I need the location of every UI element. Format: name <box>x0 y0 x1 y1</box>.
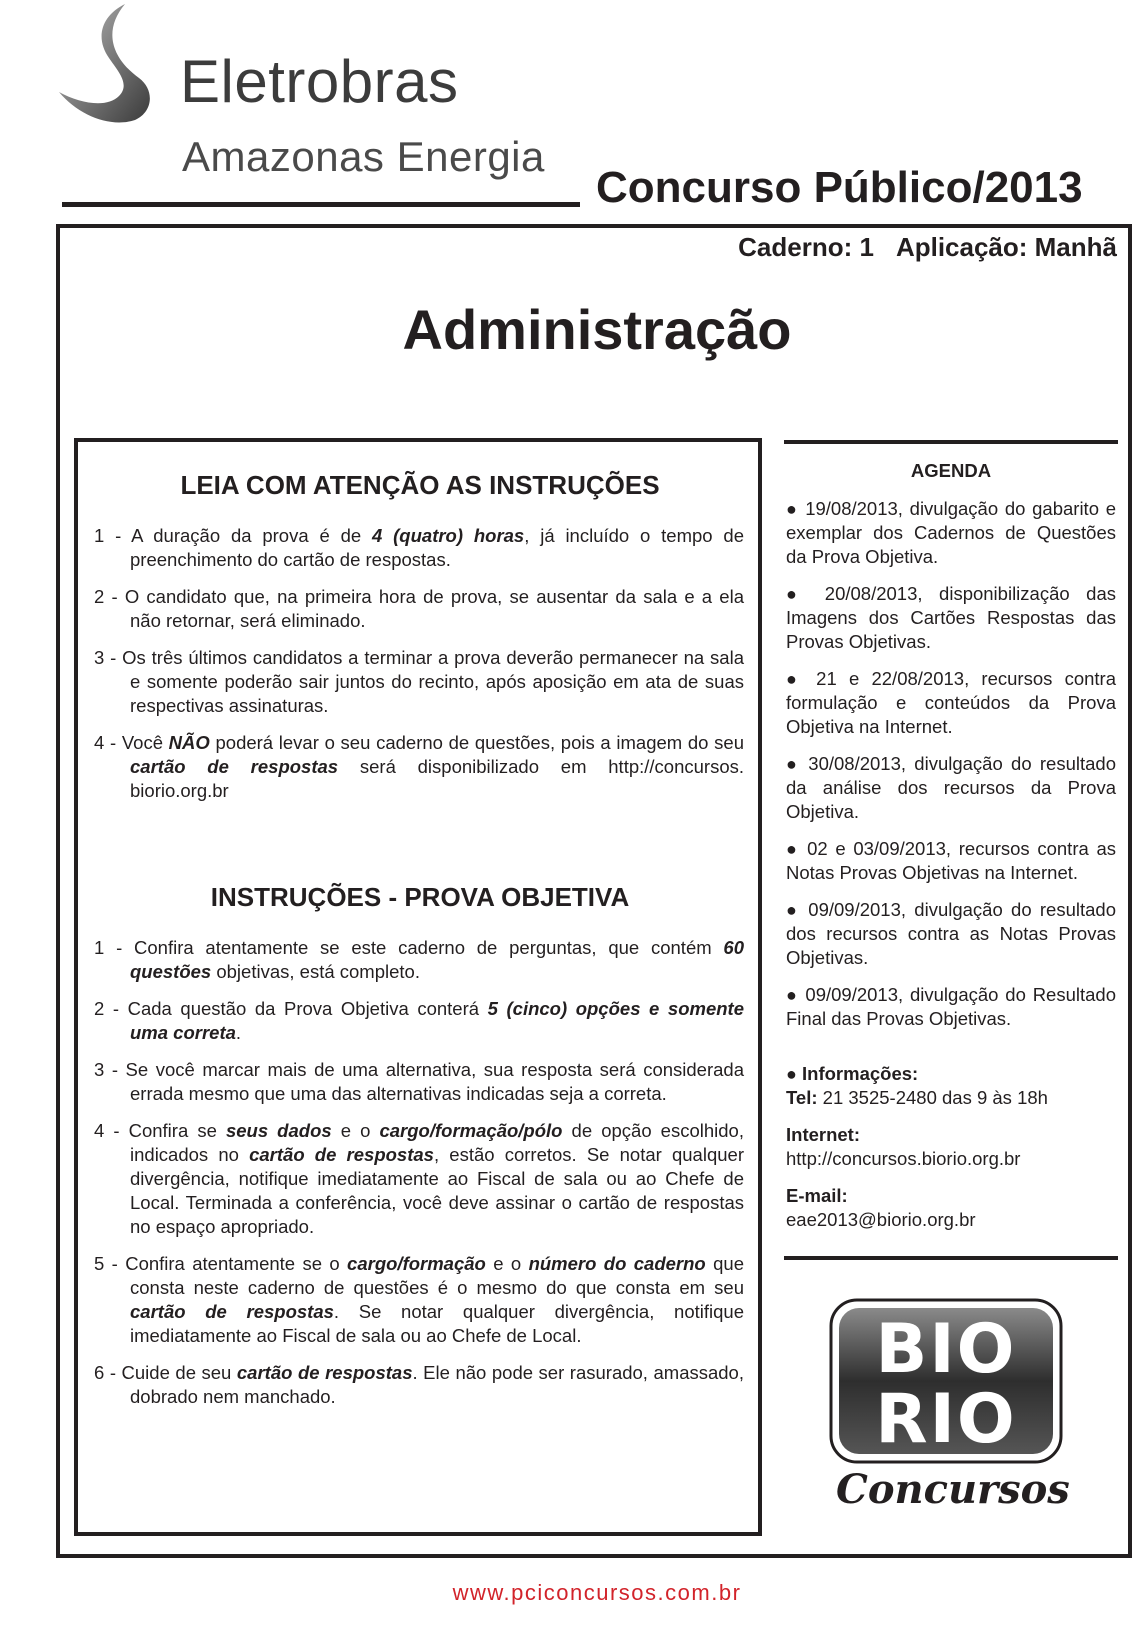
instruction-item: 4 - Você NÃO poderá levar o seu caderno de questões, pois a imagem do seu cartão de respostas será disponibilizado em http://concursos. biorio.org.br <box>94 732 744 801</box>
aplicacao-label: Aplicação: Manhã <box>895 232 1117 262</box>
agenda-item: ● 20/08/2013, disponibilização das Imagens dos Cartões Respostas das Provas Objetivas. <box>786 583 1117 652</box>
objective-title: INSTRUÇÕES - PROVA OBJETIVA <box>210 882 630 912</box>
caderno-number: Caderno: 1 <box>738 232 874 262</box>
bullet-icon: ● <box>786 900 801 920</box>
objective-instruction-item: 4 - Confira se seus dados e o cargo/formação/pólo de opção escolhido, indicados no cartão de respostas, estão corretos. Se notar qualquer divergência, notifique imediatamente ao Fiscal de sala ou ao Chefe de Local. Terminada a conferência, você deve assinar o cartão de respostas no espaço apropriado. <box>94 1120 744 1237</box>
bullet-icon: ● <box>786 669 804 689</box>
bullet-icon: ● <box>786 1064 797 1084</box>
eletrobras-swoosh-icon <box>55 0 165 125</box>
tel-label: Tel: <box>786 1087 818 1108</box>
instructions-list <box>94 524 744 816</box>
objective-instruction-item: 2 - Cada questão da Prova Objetiva conterá 5 (cinco) opções e somente uma correta. <box>94 998 745 1043</box>
agenda-item: ● 19/08/2013, divulgação do gabarito e exemplar dos Cadernos de Questões da Prova Objetiva. <box>786 498 1117 567</box>
objective-instructions-list <box>94 936 744 1422</box>
agenda-item: ● 21 e 22/08/2013, recursos contra formulação e conteúdos da Prova Objetiva na Internet. <box>786 668 1116 737</box>
instruction-item: 3 - Os três últimos candidatos a terminar a prova deverão permanecer na sala e somente poderão sair juntos do recinto, após aposição em ata de suas respectivas assinaturas. <box>94 647 744 716</box>
contact-info <box>786 1062 1116 1245</box>
agenda-top-divider <box>784 440 1118 444</box>
bullet-icon: ● <box>786 839 800 859</box>
caderno-info <box>738 232 1117 263</box>
tel-value: 21 3525-2480 das 9 às 18h <box>822 1087 1048 1108</box>
agenda-list <box>786 497 1116 1044</box>
header-divider <box>62 202 580 207</box>
instruction-item: 2 - O candidato que, na primeira hora de prova, se ausentar da sala e a ela não retornar, será eliminado. <box>94 586 744 631</box>
email-label: E-mail: <box>786 1185 848 1206</box>
brand-name: Eletrobras <box>180 48 459 115</box>
instructions-title: LEIA COM ATENÇÃO AS INSTRUÇÕES <box>180 470 660 500</box>
agenda-item: ● 02 e 03/09/2013, recursos contra as Notas Provas Objetivas na Internet. <box>786 838 1116 883</box>
contest-title: Concurso Público/2013 <box>596 163 1083 212</box>
biorio-logo <box>829 1298 1063 1464</box>
agenda-item: ● 30/08/2013, divulgação do resultado da análise dos recursos da Prova Objetiva. <box>786 753 1116 822</box>
biorio-line2: RIO <box>875 1380 1017 1459</box>
agenda-item: ● 09/09/2013, divulgação do resultado dos recursos contra as Notas Provas Objetivas. <box>786 899 1116 968</box>
biorio-line1: BIO <box>875 1310 1017 1389</box>
bullet-icon: ● <box>786 499 799 519</box>
page-title: Administração <box>402 298 792 361</box>
internet-label: Internet: <box>786 1124 860 1145</box>
bullet-icon: ● <box>786 584 809 604</box>
email-link[interactable]: eae2013@biorio.org.br <box>786 1209 976 1230</box>
info-heading: Informações: <box>802 1063 919 1084</box>
agenda-item: ● 09/09/2013, divulgação do Resultado Final das Provas Objetivas. <box>786 984 1117 1029</box>
objective-instruction-item: 5 - Confira atentamente se o cargo/formação e o número do caderno que consta neste caderno de questões é o mesmo do que consta em seu cartão de respostas. Se notar qualquer divergência, notifique imediatamente ao Fiscal de sala ou ao Chefe de Local. <box>94 1253 744 1346</box>
agenda-title: AGENDA <box>910 460 992 481</box>
footer-url[interactable]: www.pciconcursos.com.br <box>452 1580 742 1605</box>
internet-link[interactable]: http://concursos.biorio.org.br <box>786 1148 1021 1169</box>
objective-instruction-item: 3 - Se você marcar mais de uma alternativa, sua resposta será considerada errada mesmo que uma das alternativas indicadas seja a correta. <box>94 1059 744 1104</box>
agenda-bottom-divider <box>784 1256 1118 1260</box>
objective-instruction-item: 6 - Cuide de seu cartão de respostas. Ele não pode ser rasurado, amassado, dobrado nem manchado. <box>94 1362 744 1407</box>
bullet-icon: ● <box>786 985 799 1005</box>
brand-subtitle: Amazonas Energia <box>182 133 545 180</box>
bullet-icon: ● <box>786 754 801 774</box>
instruction-item: 1 - A duração da prova é de 4 (quatro) horas, já incluído o tempo de preenchimento do cartão de respostas. <box>94 525 744 570</box>
objective-instruction-item: 1 - Confira atentamente se este caderno de perguntas, que contém 60 questões objetivas, está completo. <box>94 937 744 982</box>
biorio-concursos-word: Concursos <box>836 1466 1070 1513</box>
